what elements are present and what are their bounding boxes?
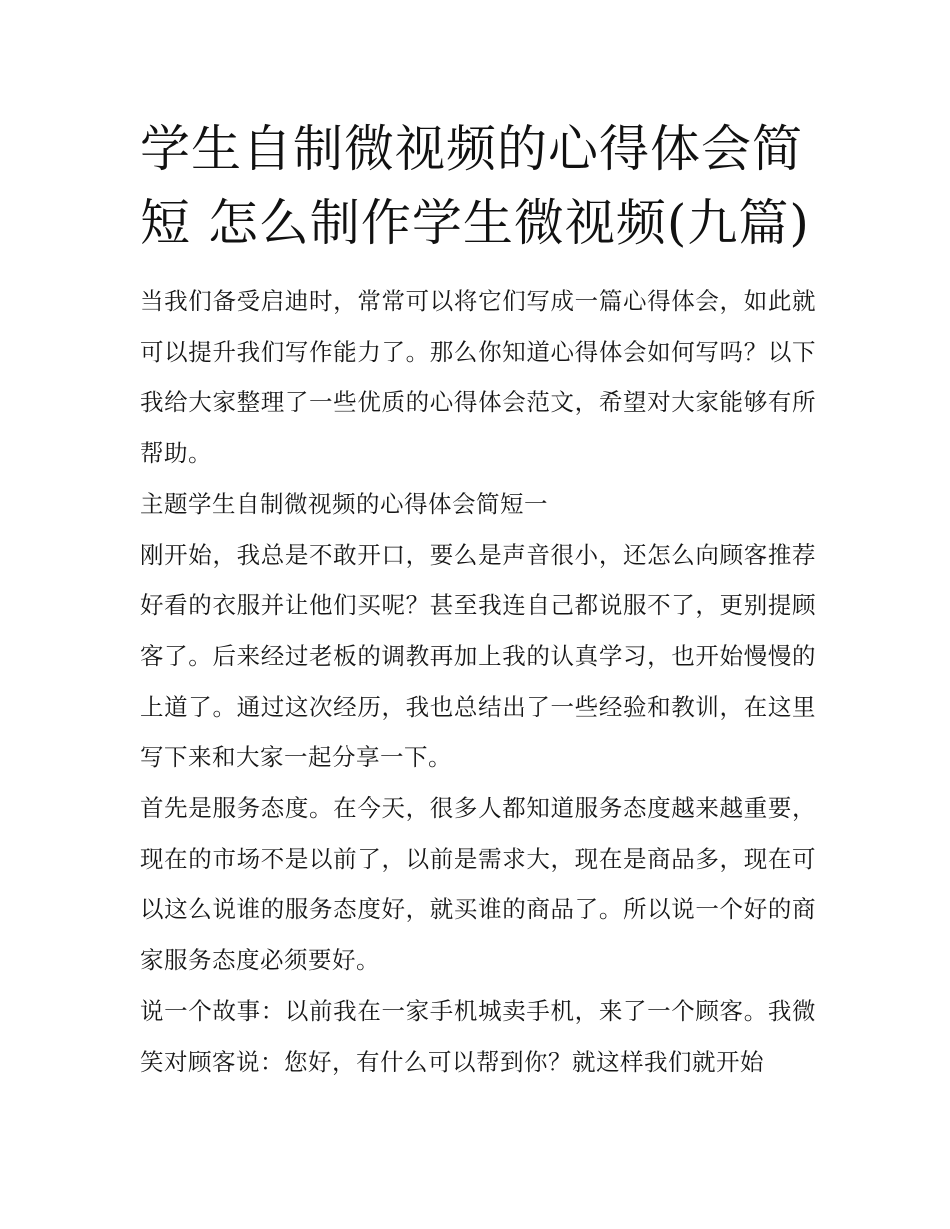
section-heading: 主题学生自制微视频的心得体会简短一 bbox=[140, 489, 548, 518]
document-title: 学生自制微视频的心得体会简短 怎么制作学生微视频(九篇) bbox=[140, 120, 810, 252]
body-paragraph: 刚开始，我总是不敢开口，要么是声音很小，还怎么向顾客推荐好看的衣服并让他们买呢？甚至我连自己都说服不了，更别提顾客了。后来经过老板的调教再加上我的认真学习，也开始慢慢的上道了。通过这次经历，我也总结出了一些经验和教训，在这里写下来和大家一起分享一下。 bbox=[140, 540, 816, 772]
body-paragraph: 首先是服务态度。在今天，很多人都知道服务态度越来越重要，现在的市场不是以前了，以前是需求大，现在是商品多，现在可以这么说谁的服务态度好，就买谁的商品了。所以说一个好的商家服务态度必须要好。 bbox=[140, 794, 816, 975]
body-paragraph: 说一个故事：以前我在一家手机城卖手机，来了一个顾客。我微笑对顾客说：您好，有什么可以帮到你？就这样我们就开始 bbox=[140, 996, 816, 1076]
intro-paragraph: 当我们备受启迪时，常常可以将它们写成一篇心得体会，如此就可以提升我们写作能力了。那么你知道心得体会如何写吗？以下我给大家整理了一些优质的心得体会范文，希望对大家能够有所帮助。 bbox=[140, 287, 816, 468]
document-body bbox=[140, 276, 816, 1087]
